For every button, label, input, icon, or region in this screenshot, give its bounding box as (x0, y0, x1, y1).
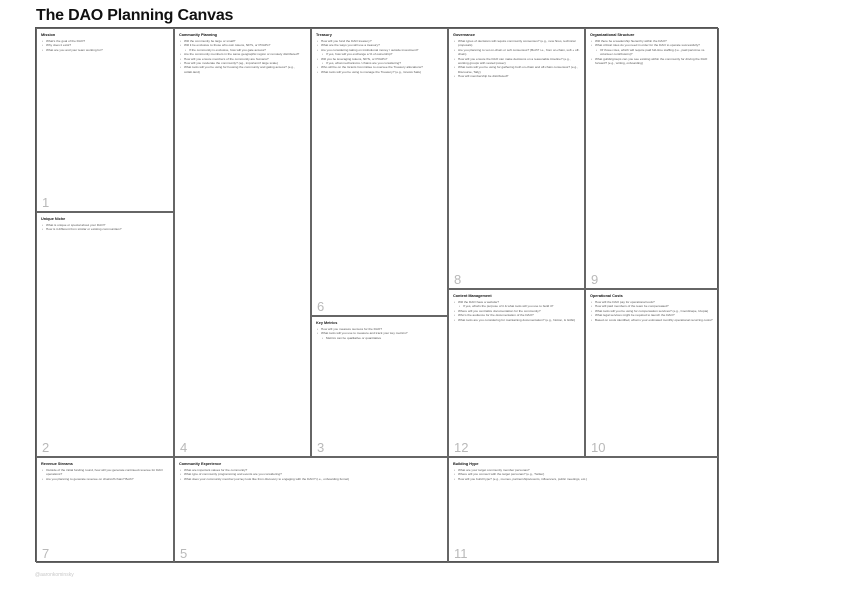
question-item: • What does your community member journey look like from discovery to engaging with the DAO? (i.e., onboarding funnel) (184, 477, 443, 481)
question-item: • What tools will you be using to manage the Treasury? (e.g., Gnosis Safe) (321, 70, 443, 74)
question-list (453, 468, 714, 481)
question-item: • Are you considering taking on institutional money / outside investment? (321, 48, 443, 52)
section-heading: Governance (453, 33, 475, 37)
question-subitem: • If the community is exclusive, how will you gate access? (189, 48, 306, 52)
question-item: • Who's the audience for the documentation of the DAO? (458, 313, 580, 317)
section-heading: Content Management (453, 294, 492, 298)
question-item: • How is it different from similar or existing communities? (46, 227, 169, 231)
question-item: • What tools will you be using for housing the community and gating access? (e.g., collab.land) (184, 65, 306, 74)
question-subitem: • If yes, what mechanisms / chains are you considering? (326, 61, 443, 65)
question-item: • How will you ensure the DAO can make decisions on a reasonable timeline? (e.g., working groups with vested power) (458, 57, 580, 66)
author-handle: @aaronkominsky (35, 572, 74, 578)
question-item: • What types of decisions will require community consensus? (e.g., new hires, technical proposals) (458, 39, 580, 48)
question-item: • What are your target community member personas? (458, 468, 714, 472)
question-list (316, 39, 443, 74)
section-number: 3 (317, 440, 325, 455)
section-treasury (311, 28, 448, 316)
question-item: • How will you ensure members of the community are humans? (184, 57, 306, 61)
section-number: 4 (180, 440, 188, 455)
question-item: • Will you be leveraging tokens, NFTs, or POAPs? (321, 57, 443, 61)
question-list (179, 39, 306, 74)
section-number: 2 (42, 440, 50, 455)
question-item: • What are you and your team working for? (46, 48, 169, 52)
section-unique-niche (36, 212, 174, 457)
section-number: 10 (591, 440, 606, 455)
question-subitem: • Of those roles, which will require paid full-time staffing (i.e., paid part-time vs. volunteer contributors)? (600, 48, 714, 57)
section-community-experience (174, 457, 448, 563)
question-item: • Are you planning to generate revenue on chain/off chain? Both? (46, 477, 169, 481)
question-item: • What's the goal of the DAO? (46, 39, 169, 43)
question-item: • What critical roles do you need in order for the DAO to operate successfully? (595, 43, 714, 47)
question-item: • Will the DAO have a website? (458, 300, 580, 304)
question-list (41, 39, 169, 52)
section-heading: Mission (41, 33, 56, 37)
question-item: • Will there be a leadership hierarchy within the DAO? (595, 39, 714, 43)
section-number: 9 (591, 272, 599, 287)
section-heading: Operational Costs (590, 294, 623, 298)
question-list (590, 300, 714, 322)
question-item: • How will you build hype? (e.g., memes, partnerships/events, influencers, public meetings, etc.) (458, 477, 714, 481)
section-building-hype (448, 457, 719, 563)
question-subitem: • Metrics can be qualitative or quantitative (326, 336, 443, 340)
section-heading: Key Metrics (316, 321, 338, 325)
question-item: • What are important values for the community? (184, 468, 443, 472)
question-item: • Where will you connect with the target personas? (e.g., Twitter) (458, 472, 714, 476)
section-number: 1 (42, 195, 50, 210)
question-item: • What guilds/groups can you see existing within the community for driving the DAO forward? (e.g., writing, onboarding) (595, 57, 714, 66)
question-item: • What legal services might be required to launch the DAO? (595, 313, 714, 317)
section-governance (448, 28, 585, 289)
question-item: • Are you planning to vet on-chain or soft consensus? (Both? i.e., from on-chain, soft + off-chain) (458, 48, 580, 57)
section-number: 5 (180, 546, 188, 561)
section-number: 6 (317, 299, 325, 314)
question-item: • How will paid members of the team be compensated? (595, 304, 714, 308)
section-heading: Treasury (316, 33, 332, 37)
section-number: 8 (454, 272, 462, 287)
section-number: 11 (454, 546, 468, 561)
question-list (590, 39, 714, 65)
question-item: • How will membership be distributed? (458, 74, 580, 78)
question-item: • How will you moderate the community? (eg., important if large scale) (184, 61, 306, 65)
question-item: • Will it be exclusive to those who own tokens, NFTs, or POAPs? (184, 43, 306, 47)
question-list (453, 300, 580, 322)
planning-canvas (35, 27, 718, 562)
section-community-planning (174, 28, 311, 457)
section-heading: Unique Niche (41, 217, 66, 221)
question-item: • What are the ways you will use a treasury? (321, 43, 443, 47)
section-number: 7 (42, 546, 50, 561)
question-subitem: • If yes, how will you exchange a % of ownership? (326, 52, 443, 56)
question-item: • Outside of the initial funding round, how will you generate continued revenue for DAO operations? (46, 468, 169, 477)
section-heading: Community Planning (179, 33, 217, 37)
question-item: • Where will you centralize documentation for the community? (458, 309, 580, 313)
question-list (179, 468, 443, 481)
section-org-structure (585, 28, 719, 289)
section-number: 12 (454, 440, 469, 455)
question-item: • Based on costs identified, what is your estimated monthly operational recurring costs? (595, 318, 714, 322)
section-heading: Revenue Streams (41, 462, 73, 466)
section-heading: Organizational Structure (590, 33, 635, 37)
question-item: • What type of community programming and events are you considering? (184, 472, 443, 476)
page-title: The DAO Planning Canvas (36, 7, 234, 24)
question-item: • How will the DAO pay for operational tools? (595, 300, 714, 304)
question-item: • How will you fund the DAO treasury? (321, 39, 443, 43)
question-item: • What tools will you be using for gathering both on-chain and off-chain consensus? (e.g., Discourse, Tally) (458, 65, 580, 74)
question-item: • What tools will you be using for compensation services? (e.g., Coordinape, Utopia) (595, 309, 714, 313)
question-item: • Will the community be large or small? (184, 39, 306, 43)
section-mission (36, 28, 174, 212)
section-content-management (448, 289, 585, 457)
question-item: • What tools will you use to measure and track your key metrics? (321, 331, 443, 335)
question-item: • How will you measure success for the DAO? (321, 327, 443, 331)
question-subitem: • If yes, what's the purpose of it & what tools will you use to build it? (463, 304, 580, 308)
question-list (41, 468, 169, 481)
question-list (453, 39, 580, 79)
question-item: • What is unique or special about your DAO? (46, 223, 169, 227)
question-list (41, 223, 169, 232)
section-revenue-streams (36, 457, 174, 563)
section-heading: Community Experience (179, 462, 222, 466)
section-key-metrics (311, 316, 448, 457)
question-item: • Why does it exist? (46, 43, 169, 47)
question-item: • Are the community members in the same geographic region or remotely distributed? (184, 52, 306, 56)
section-heading: Building Hype (453, 462, 479, 466)
section-operational-costs (585, 289, 719, 457)
question-item: • Who will be on the Grants Committee to oversee the Treasury allocations? (321, 65, 443, 69)
question-list (316, 327, 443, 340)
question-item: • What tools are you considering for maintaining documentation? (e.g., Notion, & Gitbit) (458, 318, 580, 322)
